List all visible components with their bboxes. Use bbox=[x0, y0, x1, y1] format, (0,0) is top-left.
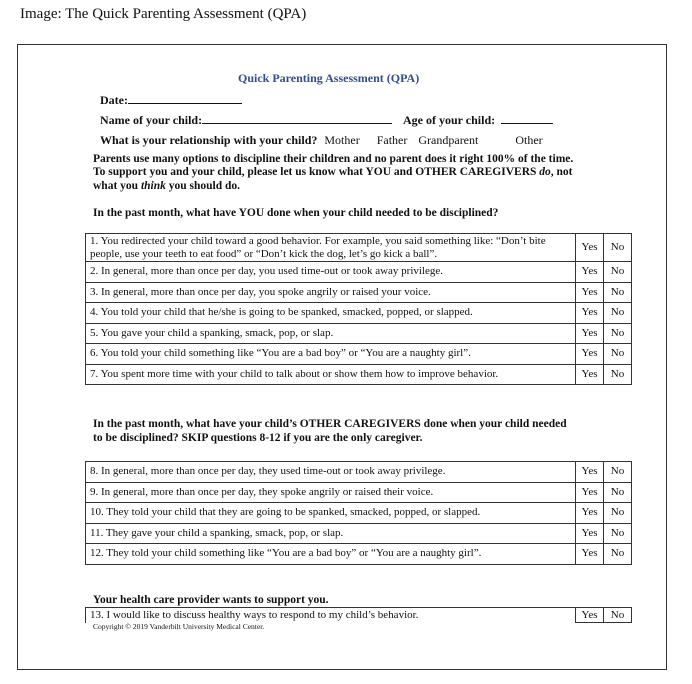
yes-option[interactable]: Yes bbox=[576, 303, 604, 324]
intro-paragraph bbox=[93, 153, 623, 193]
question-text: 6. You told your child something like “You are a bad boy” or “You are a naughty girl”. bbox=[86, 344, 576, 365]
question-row bbox=[86, 503, 632, 524]
question-text: 8. In general, more than once per day, they used time-out or took away privilege. bbox=[86, 462, 576, 483]
question-text: 10. They told your child that they are going to be spanked, smacked, popped, or slapped. bbox=[86, 503, 576, 524]
relationship-option-other[interactable]: Other bbox=[515, 133, 543, 147]
question-row bbox=[86, 364, 632, 385]
intro-line-2: To support you and your child, please let us know what YOU and OTHER CAREGIVERS do, not bbox=[93, 166, 573, 179]
no-option[interactable]: No bbox=[604, 234, 632, 262]
relationship-option-grandparent[interactable]: Grandparent bbox=[418, 133, 479, 147]
question-row bbox=[86, 234, 632, 262]
copyright-notice: Copyright © 2019 Vanderbilt University Medical Center. bbox=[93, 622, 265, 631]
section1-table bbox=[85, 233, 632, 385]
date-line[interactable] bbox=[128, 93, 242, 104]
image-caption: Image: The Quick Parenting Assessment (QPA) bbox=[20, 6, 307, 22]
child-age-label: Age of your child: bbox=[403, 113, 496, 127]
question-row bbox=[86, 344, 632, 365]
no-option[interactable]: No bbox=[604, 523, 632, 544]
no-option[interactable]: No bbox=[604, 282, 632, 303]
no-option[interactable]: No bbox=[604, 462, 632, 483]
no-option[interactable]: No bbox=[604, 608, 632, 623]
no-option[interactable]: No bbox=[604, 303, 632, 324]
yes-option[interactable]: Yes bbox=[576, 544, 604, 565]
question-row bbox=[86, 282, 632, 303]
yes-option[interactable]: Yes bbox=[576, 344, 604, 365]
question-text: 12. They told your child something like “You are a bad boy” or “You are a naughty girl”. bbox=[86, 544, 576, 565]
intro-line-3: what you think you should do. bbox=[93, 179, 241, 192]
yes-option[interactable]: Yes bbox=[576, 262, 604, 283]
yes-option[interactable]: Yes bbox=[576, 364, 604, 385]
question-text: 5. You gave your child a spanking, smack, pop, or slap. bbox=[86, 323, 576, 344]
question-row bbox=[86, 608, 632, 623]
no-option[interactable]: No bbox=[604, 344, 632, 365]
question-text: 2. In general, more than once per day, you used time-out or took away privilege. bbox=[86, 262, 576, 283]
yes-option[interactable]: Yes bbox=[576, 482, 604, 503]
no-option[interactable]: No bbox=[604, 544, 632, 565]
relationship-option-father[interactable]: Father bbox=[376, 133, 408, 147]
question-row bbox=[86, 303, 632, 324]
intro-line-1: Parents use many options to discipline their children and no parent does it right 100% of the time. bbox=[93, 153, 574, 165]
question-text: 4. You told your child that he/she is going to be spanked, smacked, popped, or slapped. bbox=[86, 303, 576, 324]
child-name-field[interactable] bbox=[100, 113, 392, 128]
section3-table bbox=[85, 607, 632, 623]
question-row bbox=[86, 462, 632, 483]
section2-heading: In the past month, what have your child’s OTHER CAREGIVERS done when your child needed to be disciplined? SKIP questions 8-12 if you are the only caregiver. bbox=[93, 418, 567, 444]
child-name-line[interactable] bbox=[202, 113, 392, 124]
question-text: 9. In general, more than once per day, they spoke angrily or raised their voice. bbox=[86, 482, 576, 503]
child-name-label: Name of your child: bbox=[100, 113, 203, 127]
question-row bbox=[86, 482, 632, 503]
no-option[interactable]: No bbox=[604, 482, 632, 503]
yes-option[interactable]: Yes bbox=[576, 282, 604, 303]
child-age-field[interactable] bbox=[403, 113, 553, 128]
child-age-line[interactable] bbox=[501, 113, 553, 124]
section3-heading: Your health care provider wants to support you. bbox=[93, 594, 329, 606]
question-text: 11. They gave your child a spanking, smack, pop, or slap. bbox=[86, 523, 576, 544]
date-field[interactable] bbox=[100, 93, 242, 108]
question-text: 1. You redirected your child toward a good behavior. For example, you said something like: “Don’t bite people, use your teeth to eat food” or “Don’t kick the dog, let’s go kick a ball”. bbox=[86, 234, 576, 262]
section2-table bbox=[85, 461, 632, 565]
no-option[interactable]: No bbox=[604, 323, 632, 344]
yes-option[interactable]: Yes bbox=[576, 234, 604, 262]
relationship-field bbox=[100, 133, 543, 148]
no-option[interactable]: No bbox=[604, 262, 632, 283]
yes-option[interactable]: Yes bbox=[576, 608, 604, 623]
question-row bbox=[86, 323, 632, 344]
yes-option[interactable]: Yes bbox=[576, 503, 604, 524]
yes-option[interactable]: Yes bbox=[576, 323, 604, 344]
question-row bbox=[86, 262, 632, 283]
question-text: 3. In general, more than once per day, you spoke angrily or raised your voice. bbox=[86, 282, 576, 303]
section1-heading: In the past month, what have YOU done when your child needed to be disciplined? bbox=[93, 207, 499, 219]
date-label: Date: bbox=[100, 93, 128, 107]
form-page bbox=[17, 44, 667, 670]
question-text: 7. You spent more time with your child to talk about or show them how to improve behavior. bbox=[86, 364, 576, 385]
question-text: 13. I would like to discuss healthy ways to respond to my child’s behavior. bbox=[86, 608, 576, 623]
form-title: Quick Parenting Assessment (QPA) bbox=[238, 71, 420, 85]
relationship-label: What is your relationship with your child? bbox=[100, 133, 318, 147]
relationship-option-mother[interactable]: Mother bbox=[324, 133, 360, 147]
question-row bbox=[86, 544, 632, 565]
yes-option[interactable]: Yes bbox=[576, 523, 604, 544]
no-option[interactable]: No bbox=[604, 364, 632, 385]
question-row bbox=[86, 523, 632, 544]
no-option[interactable]: No bbox=[604, 503, 632, 524]
yes-option[interactable]: Yes bbox=[576, 462, 604, 483]
